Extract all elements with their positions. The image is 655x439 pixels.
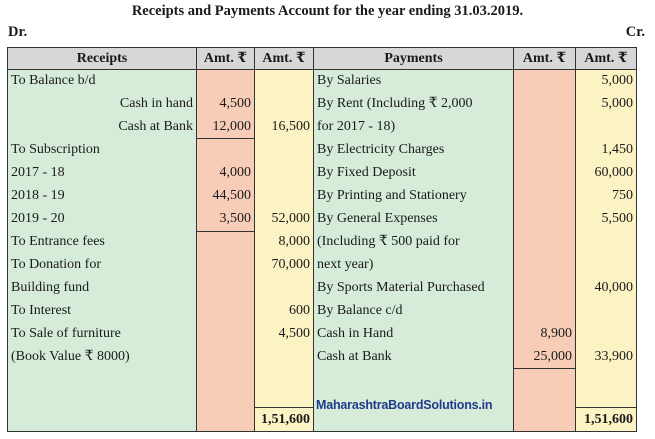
- debit-label: Dr.: [8, 24, 28, 40]
- header-amount-2: Amt. ₹: [255, 48, 314, 70]
- receipt-particular: To Donation for: [8, 254, 197, 277]
- receipt-particular: 2019 - 20: [8, 208, 197, 231]
- payment-amount-inner: [514, 70, 576, 93]
- payment-amount-outer: 5,500: [576, 208, 637, 231]
- header-row: [8, 48, 637, 70]
- receipt-particular: Cash in hand: [8, 93, 197, 116]
- payment-amount-inner: [514, 208, 576, 231]
- table-row: [8, 346, 637, 369]
- table-row: [8, 300, 637, 323]
- receipt-amount-inner: [197, 300, 255, 323]
- receipt-amount-outer: 16,500: [255, 116, 314, 139]
- account-title: Receipts and Payments Account for the year ending 31.03.2019.: [131, 3, 524, 19]
- payments-total: 1,51,600: [576, 407, 637, 431]
- payment-amount-outer: 60,000: [576, 162, 637, 185]
- receipt-particular: Building fund: [8, 277, 197, 300]
- table-row: [8, 185, 637, 208]
- table-row: [8, 231, 637, 254]
- payment-particular: By General Expenses: [314, 208, 514, 231]
- receipt-particular: 2018 - 19: [8, 185, 197, 208]
- payment-particular: By Balance c/d: [314, 300, 514, 323]
- empty-cell: [514, 369, 576, 408]
- payment-particular: Cash in Hand: [314, 323, 514, 346]
- payment-amount-outer: 5,000: [576, 70, 637, 93]
- receipt-amount-outer: [255, 93, 314, 116]
- payment-amount-inner: 8,900: [514, 323, 576, 346]
- payment-amount-inner: [514, 93, 576, 116]
- receipt-amount-outer: [255, 277, 314, 300]
- table-row: [8, 116, 637, 139]
- receipt-amount-outer: 52,000: [255, 208, 314, 231]
- payment-amount-outer: 1,450: [576, 139, 637, 162]
- payment-amount-inner: [514, 277, 576, 300]
- payment-amount-inner: [514, 300, 576, 323]
- receipt-amount-outer: [255, 162, 314, 185]
- payment-amount-outer: 750: [576, 185, 637, 208]
- receipt-particular: To Sale of furniture: [8, 323, 197, 346]
- receipt-amount-inner: 44,500: [197, 185, 255, 208]
- receipt-amount-inner: [197, 277, 255, 300]
- payment-amount-inner: [514, 231, 576, 254]
- empty-cell: [8, 407, 197, 431]
- receipt-amount-inner: [197, 323, 255, 346]
- payment-amount-outer: 33,900: [576, 346, 637, 369]
- payment-amount-outer: [576, 323, 637, 346]
- payment-amount-inner: [514, 139, 576, 162]
- header-amount-4: Amt. ₹: [576, 48, 637, 70]
- empty-cell: [514, 407, 576, 431]
- header-receipts: Receipts: [8, 48, 197, 70]
- receipt-amount-inner: 12,000: [197, 116, 255, 139]
- payment-amount-inner: [514, 116, 576, 139]
- header-amount-3: Amt. ₹: [514, 48, 576, 70]
- payment-amount-outer: [576, 254, 637, 277]
- payment-amount-inner: [514, 254, 576, 277]
- table-row: [8, 139, 637, 162]
- credit-label: Cr.: [625, 24, 645, 40]
- table-body: [8, 70, 637, 432]
- receipt-amount-outer: [255, 346, 314, 369]
- receipt-amount-inner: [197, 346, 255, 369]
- payment-particular: Cash at Bank: [314, 346, 514, 369]
- payment-amount-outer: [576, 300, 637, 323]
- receipts-total: 1,51,600: [255, 407, 314, 431]
- payment-particular: By Electricity Charges: [314, 139, 514, 162]
- receipt-particular: Cash at Bank: [8, 116, 197, 139]
- payment-amount-outer: 40,000: [576, 277, 637, 300]
- payment-amount-inner: [514, 162, 576, 185]
- payment-particular: By Salaries: [314, 70, 514, 93]
- table-row: [8, 208, 637, 231]
- receipt-particular: To Entrance fees: [8, 231, 197, 254]
- payment-amount-outer: 5,000: [576, 93, 637, 116]
- receipt-amount-outer: 600: [255, 300, 314, 323]
- payment-particular: (Including ₹ 500 paid for: [314, 231, 514, 254]
- receipt-amount-outer: [255, 70, 314, 93]
- receipt-amount-inner: [197, 139, 255, 162]
- table-row: [8, 70, 637, 93]
- table-row: [8, 277, 637, 300]
- payment-amount-outer: [576, 231, 637, 254]
- payment-particular: next year): [314, 254, 514, 277]
- receipt-amount-inner: 4,500: [197, 93, 255, 116]
- receipt-amount-outer: [255, 139, 314, 162]
- receipt-particular: 2017 - 18: [8, 162, 197, 185]
- receipt-amount-inner: 4,000: [197, 162, 255, 185]
- receipt-particular: (Book Value ₹ 8000): [8, 346, 197, 369]
- table-row: [8, 162, 637, 185]
- empty-cell: [576, 369, 637, 408]
- receipt-amount-inner: [197, 254, 255, 277]
- header-amount-1: Amt. ₹: [197, 48, 255, 70]
- payment-particular: for 2017 - 18): [314, 116, 514, 139]
- receipt-amount-outer: 4,500: [255, 323, 314, 346]
- watermark-brand: MaharashtraBoardSolutions.in: [316, 398, 493, 412]
- payment-particular: By Printing and Stationery: [314, 185, 514, 208]
- receipt-particular: To Subscription: [8, 139, 197, 162]
- payment-amount-inner: 25,000: [514, 346, 576, 369]
- receipt-amount-inner: [197, 231, 255, 254]
- header-payments: Payments: [314, 48, 514, 70]
- receipt-particular: To Balance b/d: [8, 70, 197, 93]
- empty-cell: [8, 369, 197, 408]
- receipt-amount-outer: [255, 185, 314, 208]
- table-row: [8, 323, 637, 346]
- receipt-amount-outer: 8,000: [255, 231, 314, 254]
- receipt-particular: To Interest: [8, 300, 197, 323]
- receipt-amount-inner: [197, 70, 255, 93]
- empty-cell: [197, 369, 255, 408]
- receipt-amount-outer: 70,000: [255, 254, 314, 277]
- payment-amount-inner: [514, 185, 576, 208]
- payment-amount-outer: [576, 116, 637, 139]
- table-row: [8, 93, 637, 116]
- table-row: [8, 254, 637, 277]
- empty-cell: [197, 407, 255, 431]
- receipt-amount-inner: 3,500: [197, 208, 255, 231]
- payment-particular: By Sports Material Purchased: [314, 277, 514, 300]
- payment-particular: By Rent (Including ₹ 2,000: [314, 93, 514, 116]
- payment-particular: By Fixed Deposit: [314, 162, 514, 185]
- empty-cell: [255, 369, 314, 408]
- receipts-payments-table: [7, 47, 637, 432]
